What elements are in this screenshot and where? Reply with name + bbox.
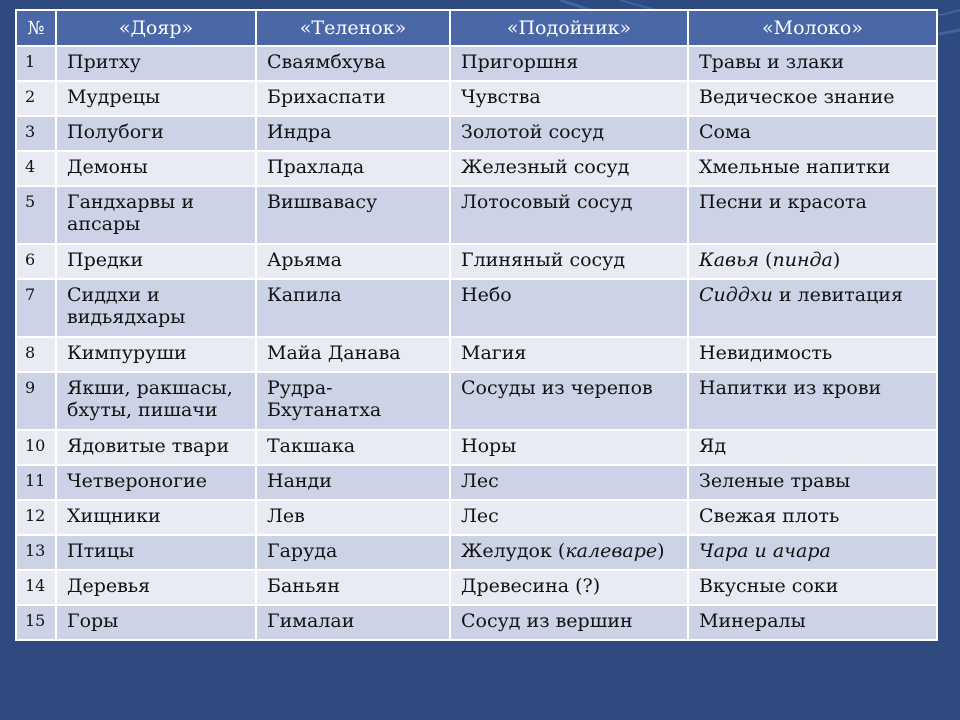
moloko-text: ) [832, 249, 841, 271]
moloko-text: и левитация [772, 284, 903, 306]
cell-moloko [688, 535, 937, 570]
cell-moloko: Травы и злаки [688, 46, 937, 81]
cell-podoynik [450, 535, 688, 570]
cell-number: 13 [16, 535, 56, 570]
cell-doyar: Ядовитые твари [56, 430, 256, 465]
cell-telenok: Майа Данава [256, 337, 450, 372]
cell-doyar: Хищники [56, 500, 256, 535]
cell-telenok: Брихаспати [256, 81, 450, 116]
cell-podoynik: Сосуд из вершин [450, 605, 688, 640]
table-row [16, 535, 937, 570]
podoynik-italic-kalevare: калеваре [565, 540, 658, 562]
moloko-italic-kavya: Кавья [699, 249, 760, 271]
table-row [16, 279, 937, 337]
table-row [16, 605, 937, 640]
comparison-table [15, 9, 938, 641]
cell-podoynik: Магия [450, 337, 688, 372]
cell-telenok: Сваямбхува [256, 46, 450, 81]
cell-number: 1 [16, 46, 56, 81]
header-podoynik: «Подойник» [450, 10, 688, 46]
cell-podoynik: Лотосовый сосуд [450, 186, 688, 244]
cell-podoynik: Лес [450, 500, 688, 535]
cell-doyar: Деревья [56, 570, 256, 605]
table-row [16, 116, 937, 151]
cell-podoynik: Норы [450, 430, 688, 465]
cell-doyar: Якши, ракшасы, бхуты, пишачи [56, 372, 256, 430]
table-row [16, 570, 937, 605]
cell-telenok: Арьяма [256, 244, 450, 279]
table-row [16, 151, 937, 186]
cell-podoynik: Небо [450, 279, 688, 337]
cell-doyar: Сиддхи и видьядхары [56, 279, 256, 337]
cell-doyar: Мудрецы [56, 81, 256, 116]
cell-moloko: Свежая плоть [688, 500, 937, 535]
cell-moloko [688, 244, 937, 279]
table-row [16, 186, 937, 244]
header-telenok: «Теленок» [256, 10, 450, 46]
cell-number: 10 [16, 430, 56, 465]
cell-podoynik: Глиняный сосуд [450, 244, 688, 279]
cell-moloko: Яд [688, 430, 937, 465]
cell-moloko: Ведическое знание [688, 81, 937, 116]
table-row [16, 81, 937, 116]
moloko-text: ( [759, 249, 773, 271]
cell-moloko: Хмельные напитки [688, 151, 937, 186]
cell-telenok: Гималаи [256, 605, 450, 640]
cell-telenok: Гаруда [256, 535, 450, 570]
table-row [16, 337, 937, 372]
cell-number: 11 [16, 465, 56, 500]
header-row [16, 10, 937, 46]
cell-telenok: Такшака [256, 430, 450, 465]
cell-moloko: Вкусные соки [688, 570, 937, 605]
cell-number: 8 [16, 337, 56, 372]
cell-number: 3 [16, 116, 56, 151]
table-row [16, 372, 937, 430]
cell-moloko: Минералы [688, 605, 937, 640]
cell-podoynik: Железный сосуд [450, 151, 688, 186]
cell-podoynik: Лес [450, 465, 688, 500]
cell-telenok: Вишвавасу [256, 186, 450, 244]
cell-number: 15 [16, 605, 56, 640]
cell-podoynik: Древесина (?) [450, 570, 688, 605]
cell-doyar: Птицы [56, 535, 256, 570]
cell-doyar: Горы [56, 605, 256, 640]
cell-number: 4 [16, 151, 56, 186]
cell-number: 7 [16, 279, 56, 337]
header-moloko: «Молоко» [688, 10, 937, 46]
cell-number: 14 [16, 570, 56, 605]
header-number: № [16, 10, 56, 46]
cell-number: 12 [16, 500, 56, 535]
table-row [16, 465, 937, 500]
cell-doyar: Полубоги [56, 116, 256, 151]
cell-moloko: Зеленые травы [688, 465, 937, 500]
cell-podoynik: Пригоршня [450, 46, 688, 81]
cell-moloko: Невидимость [688, 337, 937, 372]
podoynik-text: Желудок ( [461, 540, 566, 562]
cell-moloko [688, 279, 937, 337]
cell-telenok: Прахлада [256, 151, 450, 186]
cell-podoynik: Сосуды из черепов [450, 372, 688, 430]
cell-doyar: Предки [56, 244, 256, 279]
moloko-italic-chara: Чара [699, 540, 749, 562]
moloko-italic-siddhi: Сиддхи [699, 284, 773, 306]
podoynik-text: ) [657, 540, 665, 562]
cell-doyar: Четвероногие [56, 465, 256, 500]
cell-podoynik: Золотой сосуд [450, 116, 688, 151]
cell-moloko: Напитки из крови [688, 372, 937, 430]
table-row [16, 430, 937, 465]
cell-telenok: Индра [256, 116, 450, 151]
table-row [16, 46, 937, 81]
header-doyar: «Дояр» [56, 10, 256, 46]
cell-telenok: Нанди [256, 465, 450, 500]
moloko-italic-achara: ачара [772, 540, 831, 562]
moloko-italic-pinda: пинда [772, 249, 833, 271]
table-row [16, 500, 937, 535]
cell-telenok: Капила [256, 279, 450, 337]
table-row [16, 244, 937, 279]
cell-number: 2 [16, 81, 56, 116]
cell-doyar: Гандхарвы и апсары [56, 186, 256, 244]
cell-number: 9 [16, 372, 56, 430]
comparison-table-container [15, 9, 936, 641]
cell-doyar: Кимпуруши [56, 337, 256, 372]
cell-number: 6 [16, 244, 56, 279]
cell-telenok: Рудра-Бхутанатха [256, 372, 450, 430]
cell-podoynik: Чувства [450, 81, 688, 116]
cell-number: 5 [16, 186, 56, 244]
moloko-text: и [748, 540, 773, 562]
cell-doyar: Демоны [56, 151, 256, 186]
cell-telenok: Лев [256, 500, 450, 535]
cell-doyar: Притху [56, 46, 256, 81]
cell-moloko: Песни и красота [688, 186, 937, 244]
cell-moloko: Сома [688, 116, 937, 151]
cell-telenok: Баньян [256, 570, 450, 605]
